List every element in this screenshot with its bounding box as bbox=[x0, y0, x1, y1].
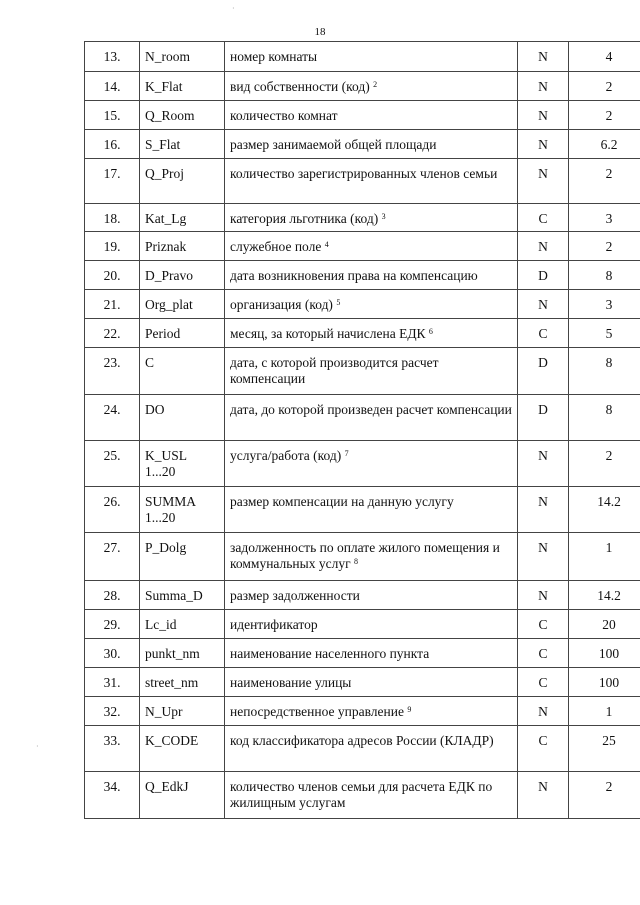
row-number: 18. bbox=[85, 204, 140, 232]
field-name: Org_plat bbox=[140, 290, 225, 319]
row-number: 15. bbox=[85, 101, 140, 130]
description-text: дата, с которой производится расчет компенсации bbox=[230, 355, 439, 386]
field-length: 5 bbox=[569, 319, 640, 348]
description-text: идентификатор bbox=[230, 617, 318, 632]
description-text: размер компенсации на данную услугу bbox=[230, 494, 454, 509]
field-length: 4 bbox=[569, 42, 640, 72]
table-row bbox=[85, 130, 640, 159]
field-definitions-table bbox=[84, 41, 640, 819]
field-length: 6.2 bbox=[569, 130, 640, 159]
description-text: дата, до которой произведен расчет компенсации bbox=[230, 402, 512, 417]
field-length: 3 bbox=[569, 290, 640, 319]
table-row bbox=[85, 487, 640, 533]
field-length: 14.2 bbox=[569, 581, 640, 610]
field-name: P_Dolg bbox=[140, 533, 225, 581]
field-length: 25 bbox=[569, 726, 640, 772]
row-number: 17. bbox=[85, 159, 140, 204]
field-type: N bbox=[518, 290, 569, 319]
field-name: DO bbox=[140, 395, 225, 441]
field-type: D bbox=[518, 261, 569, 290]
row-number: 13. bbox=[85, 42, 140, 72]
field-description bbox=[225, 290, 518, 319]
field-type: C bbox=[518, 319, 569, 348]
table-row bbox=[85, 42, 640, 72]
field-name: K_USL 1...20 bbox=[140, 441, 225, 487]
description-text: организация (код) bbox=[230, 297, 333, 312]
field-description bbox=[225, 487, 518, 533]
field-name: Lc_id bbox=[140, 610, 225, 639]
field-description bbox=[225, 395, 518, 441]
table-row bbox=[85, 610, 640, 639]
field-description bbox=[225, 441, 518, 487]
footnote-ref: 2 bbox=[373, 80, 378, 89]
row-number: 23. bbox=[85, 348, 140, 395]
field-type: C bbox=[518, 610, 569, 639]
description-text: вид собственности (код) bbox=[230, 79, 370, 94]
field-name: street_nm bbox=[140, 668, 225, 697]
field-description bbox=[225, 610, 518, 639]
description-text: наименование улицы bbox=[230, 675, 352, 690]
footnote-ref: 7 bbox=[344, 449, 349, 458]
table-row bbox=[85, 441, 640, 487]
row-number: 16. bbox=[85, 130, 140, 159]
field-type: N bbox=[518, 772, 569, 819]
field-description bbox=[225, 159, 518, 204]
footnote-ref: 6 bbox=[428, 327, 433, 336]
field-description bbox=[225, 72, 518, 101]
field-description bbox=[225, 348, 518, 395]
description-text: размер задолженности bbox=[230, 588, 360, 603]
field-description bbox=[225, 42, 518, 72]
description-text: номер комнаты bbox=[230, 49, 318, 64]
description-text: размер занимаемой общей площади bbox=[230, 137, 437, 152]
scan-mark: · bbox=[232, 4, 235, 13]
field-description bbox=[225, 232, 518, 261]
row-number: 20. bbox=[85, 261, 140, 290]
table-row bbox=[85, 159, 640, 204]
table-row bbox=[85, 204, 640, 232]
table-row bbox=[85, 726, 640, 772]
description-text: код классификатора адресов России (КЛАДР) bbox=[230, 733, 494, 748]
row-number: 29. bbox=[85, 610, 140, 639]
field-name: C bbox=[140, 348, 225, 395]
row-number: 32. bbox=[85, 697, 140, 726]
field-type: N bbox=[518, 130, 569, 159]
field-type: C bbox=[518, 726, 569, 772]
field-type: N bbox=[518, 487, 569, 533]
field-type: N bbox=[518, 232, 569, 261]
field-description bbox=[225, 581, 518, 610]
description-text: служебное поле bbox=[230, 239, 322, 254]
field-length: 8 bbox=[569, 395, 640, 441]
field-type: N bbox=[518, 441, 569, 487]
field-type: N bbox=[518, 72, 569, 101]
row-number: 14. bbox=[85, 72, 140, 101]
field-description bbox=[225, 261, 518, 290]
field-type: N bbox=[518, 581, 569, 610]
field-description bbox=[225, 319, 518, 348]
field-type: N bbox=[518, 533, 569, 581]
field-description bbox=[225, 697, 518, 726]
row-number: 22. bbox=[85, 319, 140, 348]
field-length: 20 bbox=[569, 610, 640, 639]
table-row bbox=[85, 581, 640, 610]
table-row bbox=[85, 668, 640, 697]
row-number: 21. bbox=[85, 290, 140, 319]
field-type: D bbox=[518, 395, 569, 441]
table-row bbox=[85, 348, 640, 395]
field-description bbox=[225, 668, 518, 697]
field-type: C bbox=[518, 204, 569, 232]
field-type: N bbox=[518, 159, 569, 204]
row-number: 19. bbox=[85, 232, 140, 261]
row-number: 28. bbox=[85, 581, 140, 610]
field-name: K_CODE bbox=[140, 726, 225, 772]
footnote-ref: 3 bbox=[381, 212, 386, 221]
field-name: Kat_Lg bbox=[140, 204, 225, 232]
field-type: N bbox=[518, 697, 569, 726]
description-text: количество комнат bbox=[230, 108, 338, 123]
table-row bbox=[85, 772, 640, 819]
field-description bbox=[225, 204, 518, 232]
description-text: количество зарегистрированных членов семьи bbox=[230, 166, 498, 181]
field-name: Q_Room bbox=[140, 101, 225, 130]
description-text: дата возникновения права на компенсацию bbox=[230, 268, 478, 283]
footnote-ref: 5 bbox=[336, 298, 341, 307]
field-name: Summa_D bbox=[140, 581, 225, 610]
field-length: 8 bbox=[569, 261, 640, 290]
row-number: 25. bbox=[85, 441, 140, 487]
field-type: C bbox=[518, 668, 569, 697]
field-description bbox=[225, 772, 518, 819]
description-text: задолженность по оплате жилого помещения и коммунальных услуг bbox=[230, 540, 500, 571]
field-type: D bbox=[518, 348, 569, 395]
field-name: Q_Proj bbox=[140, 159, 225, 204]
field-length: 100 bbox=[569, 639, 640, 668]
field-type: N bbox=[518, 42, 569, 72]
row-number: 26. bbox=[85, 487, 140, 533]
description-text: непосредственное управление bbox=[230, 704, 404, 719]
table-row bbox=[85, 101, 640, 130]
field-length: 2 bbox=[569, 101, 640, 130]
field-length: 14.2 bbox=[569, 487, 640, 533]
table-row bbox=[85, 319, 640, 348]
row-number: 34. bbox=[85, 772, 140, 819]
field-name: SUMMA 1...20 bbox=[140, 487, 225, 533]
field-length: 2 bbox=[569, 232, 640, 261]
field-type: N bbox=[518, 101, 569, 130]
field-length: 1 bbox=[569, 533, 640, 581]
footnote-ref: 8 bbox=[354, 557, 358, 566]
field-length: 3 bbox=[569, 204, 640, 232]
field-name: punkt_nm bbox=[140, 639, 225, 668]
field-description bbox=[225, 726, 518, 772]
row-number: 24. bbox=[85, 395, 140, 441]
description-text: месяц, за который начислена ЕДК bbox=[230, 326, 426, 341]
field-length: 8 bbox=[569, 348, 640, 395]
scan-mark: · bbox=[36, 742, 39, 751]
description-text: количество членов семьи для расчета ЕДК по жилищным услугам bbox=[230, 779, 493, 810]
field-name: Priznak bbox=[140, 232, 225, 261]
field-name: K_Flat bbox=[140, 72, 225, 101]
description-text: категория льготника (код) bbox=[230, 211, 379, 226]
field-length: 2 bbox=[569, 441, 640, 487]
table-row bbox=[85, 639, 640, 668]
footnote-ref: 4 bbox=[324, 240, 329, 249]
table-row bbox=[85, 232, 640, 261]
field-length: 1 bbox=[569, 697, 640, 726]
row-number: 33. bbox=[85, 726, 140, 772]
table-row bbox=[85, 290, 640, 319]
field-name: Period bbox=[140, 319, 225, 348]
field-description bbox=[225, 130, 518, 159]
field-name: N_Upr bbox=[140, 697, 225, 726]
field-name: Q_EdkJ bbox=[140, 772, 225, 819]
field-length: 2 bbox=[569, 72, 640, 101]
description-text: услуга/работа (код) bbox=[230, 448, 342, 463]
row-number: 30. bbox=[85, 639, 140, 668]
description-text: наименование населенного пункта bbox=[230, 646, 430, 661]
field-description bbox=[225, 101, 518, 130]
field-name: S_Flat bbox=[140, 130, 225, 159]
table-row bbox=[85, 395, 640, 441]
table-row bbox=[85, 72, 640, 101]
table-row bbox=[85, 533, 640, 581]
field-length: 2 bbox=[569, 772, 640, 819]
field-description bbox=[225, 639, 518, 668]
page-number: 18 bbox=[314, 26, 326, 38]
table-row bbox=[85, 261, 640, 290]
field-length: 100 bbox=[569, 668, 640, 697]
row-number: 27. bbox=[85, 533, 140, 581]
field-description bbox=[225, 533, 518, 581]
table-row bbox=[85, 697, 640, 726]
field-type: C bbox=[518, 639, 569, 668]
field-name: N_room bbox=[140, 42, 225, 72]
field-length: 2 bbox=[569, 159, 640, 204]
field-name: D_Pravo bbox=[140, 261, 225, 290]
row-number: 31. bbox=[85, 668, 140, 697]
footnote-ref: 9 bbox=[407, 705, 412, 714]
